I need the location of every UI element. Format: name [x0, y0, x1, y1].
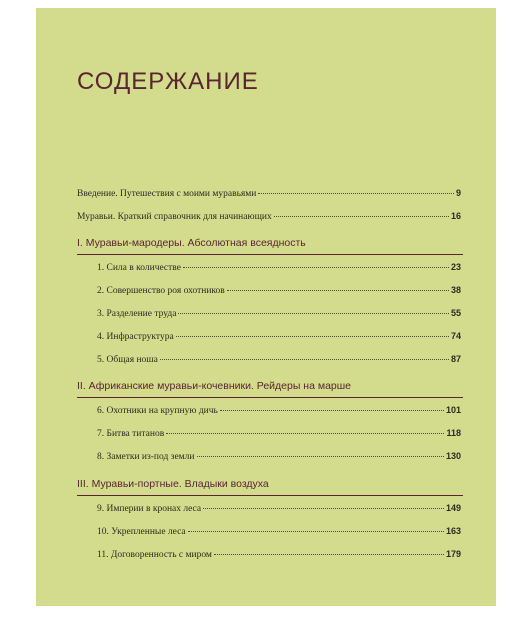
toc-entry-label: Введение. Путешествия с моими муравьями [77, 189, 257, 199]
toc-entry-page: 130 [445, 451, 461, 461]
dot-leader [188, 531, 444, 532]
dot-leader [220, 410, 444, 411]
toc-entry-page: 38 [450, 285, 461, 295]
dot-leader [176, 336, 449, 337]
toc-entry [97, 405, 461, 416]
toc-entry-label: Муравьи. Краткий справочник для начинающих [77, 212, 272, 222]
toc-entry [97, 503, 461, 514]
toc-entry [77, 188, 461, 199]
dot-leader [274, 216, 449, 217]
toc-entry-page: 23 [450, 262, 461, 272]
toc-entry [77, 211, 461, 222]
toc-entry-label: 3. Разделение труда [97, 309, 177, 319]
toc-entry-label: 5. Общая ноша [97, 355, 158, 365]
book-page [36, 8, 496, 606]
dot-leader [197, 456, 444, 457]
toc-entry-page: 16 [450, 211, 461, 221]
toc-entry-label: 6. Охотники на крупную дичь [97, 406, 218, 416]
toc-entry [97, 354, 461, 365]
toc-entry-label: 10. Укрепленные леса [97, 527, 186, 537]
toc-entry-page: 163 [445, 526, 461, 536]
toc-entry [97, 285, 461, 296]
toc-entry-page: 101 [445, 405, 461, 415]
toc-entry [97, 549, 461, 560]
section-rule [77, 397, 463, 398]
dot-leader [214, 554, 444, 555]
dot-leader [166, 433, 444, 434]
section-heading: II. Африканские муравьи-кочевники. Рейдеры на марше [77, 380, 352, 392]
toc-entry-label: 8. Заметки из-под земли [97, 452, 195, 462]
toc-entry-label: 2. Совершенство роя охотников [97, 286, 225, 296]
toc-entry-page: 9 [455, 188, 461, 198]
toc-entry-label: 9. Империи в кронах леса [97, 504, 202, 514]
dot-leader [183, 267, 449, 268]
toc-entry-label: 7. Битва титанов [97, 429, 165, 439]
toc-entry-page: 55 [450, 308, 461, 318]
dot-leader [258, 193, 454, 194]
toc-entry [97, 308, 461, 319]
toc-entry-page: 118 [446, 428, 461, 438]
toc-entry-page: 87 [450, 354, 461, 364]
section-heading: I. Муравьи-мародеры. Абсолютная всеядность [77, 237, 306, 249]
section-rule [77, 254, 463, 255]
section-heading: III. Муравьи-портные. Владыки воздуха [77, 478, 269, 490]
dot-leader [227, 290, 449, 291]
toc-entry [97, 428, 461, 439]
toc-entry [97, 451, 461, 462]
section-rule [77, 495, 463, 496]
toc-entry [97, 331, 461, 342]
toc-entry [97, 526, 461, 537]
dot-leader [178, 313, 449, 314]
toc-entry-page: 149 [445, 503, 461, 513]
toc-entry-page: 179 [445, 549, 461, 559]
dot-leader [203, 508, 444, 509]
toc-entry-label: 1. Сила в количестве [97, 263, 181, 273]
toc-entry-page: 74 [450, 331, 461, 341]
toc-entry-label: 4. Инфраструктура [97, 332, 174, 342]
toc-entry [97, 262, 461, 273]
page-title: СОДЕРЖАНИЕ [77, 68, 259, 95]
dot-leader [160, 359, 449, 360]
toc-entry-label: 11. Договоренность с миром [97, 550, 212, 560]
